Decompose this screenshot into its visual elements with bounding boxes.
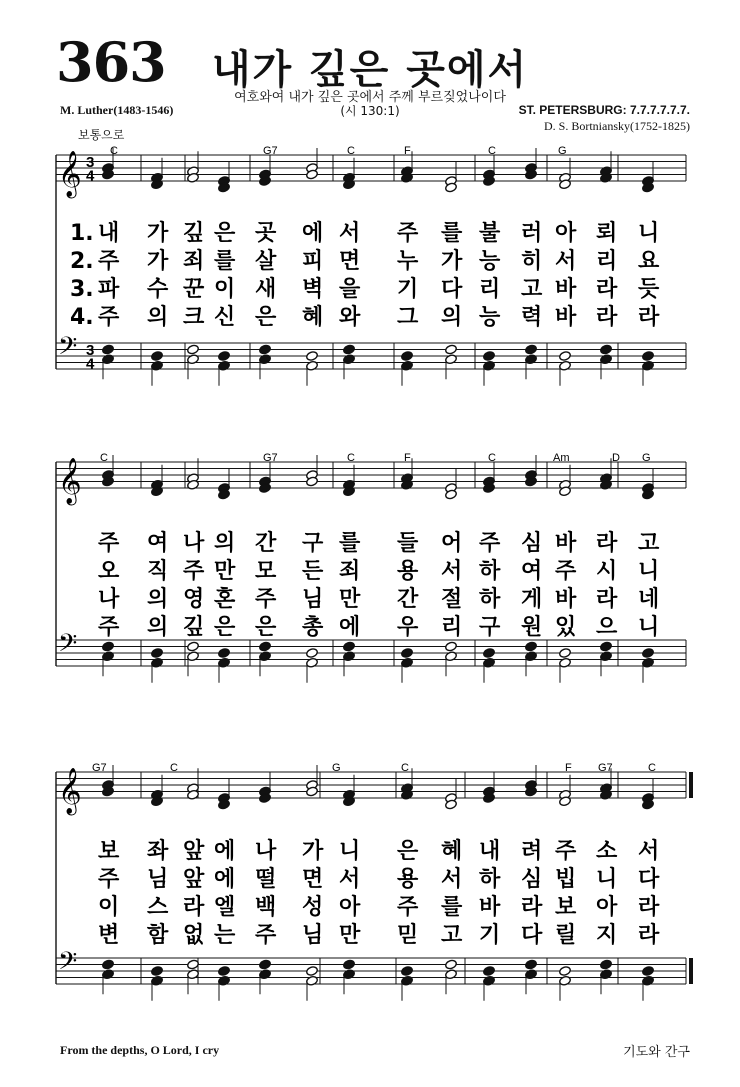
bass-note xyxy=(559,975,572,986)
lyric-syllable: 리 xyxy=(596,249,618,274)
lyric-syllable: 니 xyxy=(638,615,660,640)
tenor-note xyxy=(401,966,414,977)
lyric-syllable: 가 xyxy=(147,249,169,274)
bass-note xyxy=(259,969,272,980)
lyric-syllable: 주 xyxy=(98,305,120,330)
bass-note xyxy=(343,969,356,980)
tenor-note xyxy=(259,641,272,652)
lyric-syllable: 라 xyxy=(596,305,618,330)
lyric-syllable: 리 xyxy=(479,277,501,302)
bass-note xyxy=(445,354,458,365)
tenor-note xyxy=(218,966,231,977)
lyric-syllable: 하 xyxy=(479,559,501,584)
bass-note xyxy=(151,360,164,371)
lyric-syllable: 좌 xyxy=(147,839,169,864)
tenor-note xyxy=(642,966,655,977)
lyric-syllable: 의 xyxy=(214,531,236,556)
lyric-syllable: 내 xyxy=(98,221,120,246)
lyric-syllable: 릴 xyxy=(555,923,577,948)
bass-note xyxy=(445,651,458,662)
bass-note xyxy=(259,651,272,662)
tenor-note xyxy=(306,966,319,977)
tenor-note xyxy=(445,641,458,652)
bass-note xyxy=(642,975,655,986)
chord-symbol: F xyxy=(565,762,572,774)
tenor-note xyxy=(525,959,538,970)
lyric-syllable: 를 xyxy=(441,221,463,246)
tenor-note xyxy=(259,344,272,355)
tenor-note xyxy=(483,648,496,659)
tenor-note xyxy=(151,966,164,977)
scripture-reference: (시 130:1) xyxy=(340,104,400,118)
verse-number: 4. xyxy=(70,305,94,330)
tenor-note xyxy=(525,344,538,355)
chord-symbol: C xyxy=(488,452,496,464)
lyric-syllable: 있 xyxy=(555,615,577,640)
lyric-syllable: 라 xyxy=(521,895,543,920)
lyric-syllable: 만 xyxy=(339,587,361,612)
final-barline xyxy=(689,772,693,798)
tenor-note xyxy=(306,351,319,362)
hymn-number: 363 xyxy=(56,30,166,94)
tune-name: ST. PETERSBURG: 7.7.7.7.7.7. xyxy=(518,103,690,117)
lyric-syllable: 을 xyxy=(339,277,361,302)
tenor-note xyxy=(102,641,115,652)
lyric-syllable: 주 xyxy=(555,839,577,864)
lyric-syllable: 가 xyxy=(147,221,169,246)
lyric-syllable: 곳 xyxy=(255,221,277,246)
lyric-syllable: 에 xyxy=(302,221,324,246)
bass-note xyxy=(343,651,356,662)
lyric-syllable: 에 xyxy=(214,867,236,892)
bass-note xyxy=(151,657,164,668)
lyric-syllable: 피 xyxy=(302,249,324,274)
lyric-syllable: 의 xyxy=(441,305,463,330)
lyric-syllable: 시 xyxy=(596,559,618,584)
bass-clef-icon: 𝄢 xyxy=(58,947,78,982)
lyric-syllable: 혜 xyxy=(302,305,324,330)
lyric-syllable: 주 xyxy=(555,559,577,584)
lyric-syllable: 라 xyxy=(638,305,660,330)
lyric-syllable: 바 xyxy=(555,277,577,302)
lyric-syllable: 능 xyxy=(479,305,501,330)
chord-symbol: F xyxy=(404,452,411,464)
lyric-syllable: 주 xyxy=(255,587,277,612)
bass-note xyxy=(642,657,655,668)
lyric-syllable: 히 xyxy=(521,249,543,274)
bass-clef-icon: 𝄢 xyxy=(58,629,78,664)
lyric-syllable: 서 xyxy=(638,839,660,864)
tenor-note xyxy=(343,959,356,970)
lyric-syllable: 변 xyxy=(98,923,120,948)
lyric-syllable: 라 xyxy=(596,531,618,556)
bass-note xyxy=(102,651,115,662)
final-barline xyxy=(689,958,693,984)
lyric-syllable: 가 xyxy=(441,249,463,274)
tenor-note xyxy=(445,344,458,355)
lyric-syllable: 없 xyxy=(183,923,205,948)
chord-symbol: C xyxy=(648,762,656,774)
tenor-note xyxy=(187,641,200,652)
lyric-syllable: 면 xyxy=(339,249,361,274)
lyric-syllable: 력 xyxy=(521,305,543,330)
tenor-note xyxy=(102,959,115,970)
lyric-syllable: 바 xyxy=(479,895,501,920)
lyric-syllable: 크 xyxy=(183,305,205,330)
bass-note xyxy=(218,657,231,668)
bass-note xyxy=(483,360,496,371)
lyric-syllable: 누 xyxy=(397,249,419,274)
lyric-syllable: 만 xyxy=(339,923,361,948)
bass-note xyxy=(306,657,319,668)
tenor-note xyxy=(559,966,572,977)
lyric-syllable: 은 xyxy=(397,839,419,864)
lyric-syllable: 어 xyxy=(441,531,463,556)
lyric-syllable: 성 xyxy=(302,895,324,920)
lyric-syllable: 라 xyxy=(596,587,618,612)
treble-clef-icon: 𝄞 xyxy=(58,151,82,197)
chord-symbol: G7 xyxy=(263,452,278,464)
lyric-syllable: 의 xyxy=(147,587,169,612)
hymn-title: 내가 깊은 곳에서 xyxy=(211,47,529,93)
lyric-syllable: 불 xyxy=(479,221,501,246)
lyric-syllable: 혜 xyxy=(441,839,463,864)
lyric-syllable: 는 xyxy=(214,923,236,948)
lyric-syllable: 은 xyxy=(214,221,236,246)
lyric-syllable: 내 xyxy=(479,839,501,864)
chord-symbol: C xyxy=(100,452,108,464)
bass-note xyxy=(102,969,115,980)
composer: D. S. Bortniansky(1752-1825) xyxy=(544,119,690,133)
lyric-syllable: 리 xyxy=(441,615,463,640)
bass-note xyxy=(218,360,231,371)
tenor-note xyxy=(151,648,164,659)
lyric-syllable: 구 xyxy=(302,531,324,556)
lyric-syllable: 에 xyxy=(339,615,361,640)
tenor-note xyxy=(445,959,458,970)
lyric-syllable: 간 xyxy=(255,531,277,556)
lyric-syllable: 여 xyxy=(147,531,169,556)
chord-symbol: G xyxy=(642,452,651,464)
lyric-syllable: 다 xyxy=(521,923,543,948)
lyric-syllable: 네 xyxy=(638,587,660,612)
chord-symbol: C xyxy=(110,145,118,157)
lyric-syllable: 서 xyxy=(339,867,361,892)
tenor-note xyxy=(483,966,496,977)
lyric-syllable: 그 xyxy=(397,305,419,330)
lyric-syllable: 혼 xyxy=(214,587,236,612)
time-signature-bottom: 4 xyxy=(86,167,95,185)
tenor-note xyxy=(600,344,613,355)
lyric-syllable: 주 xyxy=(98,867,120,892)
lyric-syllable: 우 xyxy=(397,615,419,640)
hymn-category: 기도와 간구 xyxy=(623,1045,690,1060)
lyric-syllable: 용 xyxy=(397,867,419,892)
lyric-syllable: 소 xyxy=(596,839,618,864)
bass-note xyxy=(187,969,200,980)
lyric-syllable: 라 xyxy=(638,895,660,920)
lyric-syllable: 를 xyxy=(441,895,463,920)
lyric-syllable: 주 xyxy=(98,249,120,274)
lyric-syllable: 다 xyxy=(638,867,660,892)
lyric-syllable: 절 xyxy=(441,587,463,612)
lyric-syllable: 면 xyxy=(302,867,324,892)
chord-symbol: C xyxy=(347,145,355,157)
lyric-syllable: 죄 xyxy=(183,249,205,274)
tenor-note xyxy=(151,351,164,362)
lyric-syllable: 이 xyxy=(214,277,236,302)
bass-note xyxy=(306,975,319,986)
lyric-syllable: 간 xyxy=(397,587,419,612)
lyric-syllable: 하 xyxy=(479,587,501,612)
lyric-syllable: 꾼 xyxy=(183,277,205,302)
tempo-marking: 보통으로 xyxy=(78,128,125,142)
lyric-syllable: 함 xyxy=(147,923,169,948)
lyric-syllable: 보 xyxy=(555,895,577,920)
lyric-syllable: 앞 xyxy=(183,839,205,864)
lyric-syllable: 빕 xyxy=(555,867,577,892)
lyric-syllable: 듯 xyxy=(638,277,660,302)
lyric-syllable: 오 xyxy=(98,559,120,584)
lyric-syllable: 앞 xyxy=(183,867,205,892)
tenor-note xyxy=(102,344,115,355)
lyric-syllable: 와 xyxy=(339,305,361,330)
bass-note xyxy=(218,975,231,986)
bass-note xyxy=(600,651,613,662)
tenor-note xyxy=(483,351,496,362)
lyric-syllable: 게 xyxy=(521,587,543,612)
english-title: From the depths, O Lord, I cry xyxy=(60,1043,220,1057)
lyric-syllable: 님 xyxy=(302,587,324,612)
chord-symbol: C xyxy=(170,762,178,774)
lyric-syllable: 고 xyxy=(521,277,543,302)
lyric-syllable: 주 xyxy=(255,923,277,948)
lyric-syllable: 깊 xyxy=(183,221,205,246)
lyric-syllable: 아 xyxy=(339,895,361,920)
lyric-syllable: 구 xyxy=(479,615,501,640)
time-signature-top: 3 xyxy=(86,154,95,171)
bass-note xyxy=(401,360,414,371)
lyric-syllable: 엘 xyxy=(214,895,236,920)
lyric-syllable: 지 xyxy=(596,923,618,948)
bass-note xyxy=(600,969,613,980)
bass-note xyxy=(401,975,414,986)
tenor-note xyxy=(218,648,231,659)
bass-note xyxy=(483,975,496,986)
lyric-syllable: 주 xyxy=(98,615,120,640)
lyric-syllable: 은 xyxy=(255,305,277,330)
lyric-syllable: 다 xyxy=(441,277,463,302)
lyricist: M. Luther(1483-1546) xyxy=(60,103,174,117)
time-signature-top: 3 xyxy=(86,342,95,359)
lyric-syllable: 고 xyxy=(441,923,463,948)
tenor-note xyxy=(401,648,414,659)
lyric-syllable: 려 xyxy=(521,839,543,864)
lyric-syllable: 니 xyxy=(339,839,361,864)
chord-symbol: F xyxy=(404,145,411,157)
bass-note xyxy=(525,651,538,662)
chord-symbol: C xyxy=(488,145,496,157)
tenor-note xyxy=(187,959,200,970)
treble-clef-icon: 𝄞 xyxy=(58,458,82,504)
lyric-syllable: 주 xyxy=(183,559,205,584)
lyric-syllable: 의 xyxy=(147,615,169,640)
lyric-syllable: 원 xyxy=(521,615,543,640)
chord-symbol: C xyxy=(347,452,355,464)
time-signature-bottom: 4 xyxy=(86,355,95,373)
lyric-syllable: 바 xyxy=(555,587,577,612)
tenor-note xyxy=(343,641,356,652)
lyric-syllable: 라 xyxy=(638,923,660,948)
bass-note xyxy=(343,354,356,365)
bass-clef-icon: 𝄢 xyxy=(58,332,78,367)
bass-note xyxy=(401,657,414,668)
bass-note xyxy=(445,969,458,980)
lyric-syllable: 떨 xyxy=(255,867,277,892)
lyric-syllable: 스 xyxy=(147,895,169,920)
lyric-syllable: 이 xyxy=(98,895,120,920)
lyric-syllable: 바 xyxy=(555,305,577,330)
tenor-note xyxy=(343,344,356,355)
lyric-syllable: 주 xyxy=(479,531,501,556)
lyric-syllable: 백 xyxy=(255,895,277,920)
lyric-syllable: 니 xyxy=(638,221,660,246)
lyric-syllable: 총 xyxy=(302,615,324,640)
lyric-syllable: 심 xyxy=(521,867,543,892)
lyric-syllable: 용 xyxy=(397,559,419,584)
lyric-syllable: 서 xyxy=(339,221,361,246)
lyric-syllable: 은 xyxy=(214,615,236,640)
lyric-syllable: 나 xyxy=(98,587,120,612)
verse-number: 3. xyxy=(70,277,94,302)
lyric-syllable: 들 xyxy=(397,531,419,556)
lyric-syllable: 하 xyxy=(479,867,501,892)
lyric-syllable: 만 xyxy=(214,559,236,584)
chord-symbol: G7 xyxy=(263,145,278,157)
lyric-syllable: 서 xyxy=(441,867,463,892)
tenor-note xyxy=(218,351,231,362)
lyric-syllable: 님 xyxy=(302,923,324,948)
bass-note xyxy=(559,360,572,371)
lyric-syllable: 뢰 xyxy=(596,221,618,246)
tenor-note xyxy=(642,351,655,362)
bass-note xyxy=(187,354,200,365)
lyric-syllable: 서 xyxy=(555,249,577,274)
lyric-syllable: 보 xyxy=(98,839,120,864)
lyric-syllable: 능 xyxy=(479,249,501,274)
lyric-syllable: 심 xyxy=(521,531,543,556)
bass-note xyxy=(306,360,319,371)
lyric-syllable: 서 xyxy=(441,559,463,584)
lyric-syllable: 으 xyxy=(596,615,618,640)
lyric-syllable: 주 xyxy=(98,531,120,556)
chord-symbol: G7 xyxy=(92,762,107,774)
bass-note xyxy=(559,657,572,668)
tenor-note xyxy=(187,344,200,355)
lyric-syllable: 니 xyxy=(638,559,660,584)
tenor-note xyxy=(306,648,319,659)
verse-number: 2. xyxy=(70,249,94,274)
chord-symbol: C xyxy=(401,762,409,774)
chord-symbol: G xyxy=(558,145,567,157)
bass-note xyxy=(259,354,272,365)
tenor-note xyxy=(401,351,414,362)
tenor-note xyxy=(600,641,613,652)
bass-note xyxy=(600,354,613,365)
lyric-syllable: 주 xyxy=(397,221,419,246)
lyric-syllable: 바 xyxy=(555,531,577,556)
lyric-syllable: 의 xyxy=(147,305,169,330)
bass-note xyxy=(642,360,655,371)
lyric-syllable: 를 xyxy=(214,249,236,274)
lyric-syllable: 아 xyxy=(555,221,577,246)
lyric-syllable: 여 xyxy=(521,559,543,584)
lyric-syllable: 에 xyxy=(214,839,236,864)
lyric-syllable: 벽 xyxy=(302,277,324,302)
lyric-syllable: 나 xyxy=(183,531,205,556)
lyric-syllable: 님 xyxy=(147,867,169,892)
lyric-syllable: 직 xyxy=(147,559,169,584)
lyric-syllable: 아 xyxy=(596,895,618,920)
chord-symbol: G7 xyxy=(598,762,613,774)
tenor-note xyxy=(642,648,655,659)
lyric-syllable: 수 xyxy=(147,277,169,302)
lyric-syllable: 나 xyxy=(255,839,277,864)
lyric-syllable: 를 xyxy=(339,531,361,556)
bass-note xyxy=(525,354,538,365)
bass-note xyxy=(525,969,538,980)
lyric-syllable: 파 xyxy=(98,277,120,302)
tenor-note xyxy=(525,641,538,652)
lyric-syllable: 새 xyxy=(255,277,277,302)
chord-symbol: D xyxy=(612,452,620,464)
lyric-syllable: 깊 xyxy=(183,615,205,640)
tenor-note xyxy=(559,351,572,362)
lyric-syllable: 든 xyxy=(302,559,324,584)
tenor-note xyxy=(600,959,613,970)
chord-symbol: Am xyxy=(553,452,570,464)
lyric-syllable: 요 xyxy=(638,249,660,274)
lyric-syllable: 모 xyxy=(255,559,277,584)
verse-number: 1. xyxy=(70,221,94,246)
lyric-syllable: 기 xyxy=(397,277,419,302)
lyric-syllable: 고 xyxy=(638,531,660,556)
tenor-note xyxy=(559,648,572,659)
tenor-note xyxy=(259,959,272,970)
lyric-syllable: 죄 xyxy=(339,559,361,584)
bass-note xyxy=(483,657,496,668)
lyric-syllable: 살 xyxy=(255,249,277,274)
lyric-syllable: 영 xyxy=(183,587,205,612)
lyric-syllable: 니 xyxy=(596,867,618,892)
lyric-syllable: 러 xyxy=(521,221,543,246)
hymn-subtitle: 여호와여 내가 깊은 곳에서 주께 부르짖었나이다 xyxy=(234,90,506,105)
lyric-syllable: 기 xyxy=(479,923,501,948)
lyric-syllable: 라 xyxy=(596,277,618,302)
lyric-syllable: 믿 xyxy=(397,923,419,948)
bass-note xyxy=(102,354,115,365)
bass-note xyxy=(151,975,164,986)
lyric-syllable: 라 xyxy=(183,895,205,920)
lyric-syllable: 신 xyxy=(214,305,236,330)
treble-clef-icon: 𝄞 xyxy=(58,768,82,814)
bass-note xyxy=(187,651,200,662)
lyric-syllable: 은 xyxy=(255,615,277,640)
lyric-syllable: 주 xyxy=(397,895,419,920)
chord-symbol: G xyxy=(332,762,341,774)
lyric-syllable: 가 xyxy=(302,839,324,864)
